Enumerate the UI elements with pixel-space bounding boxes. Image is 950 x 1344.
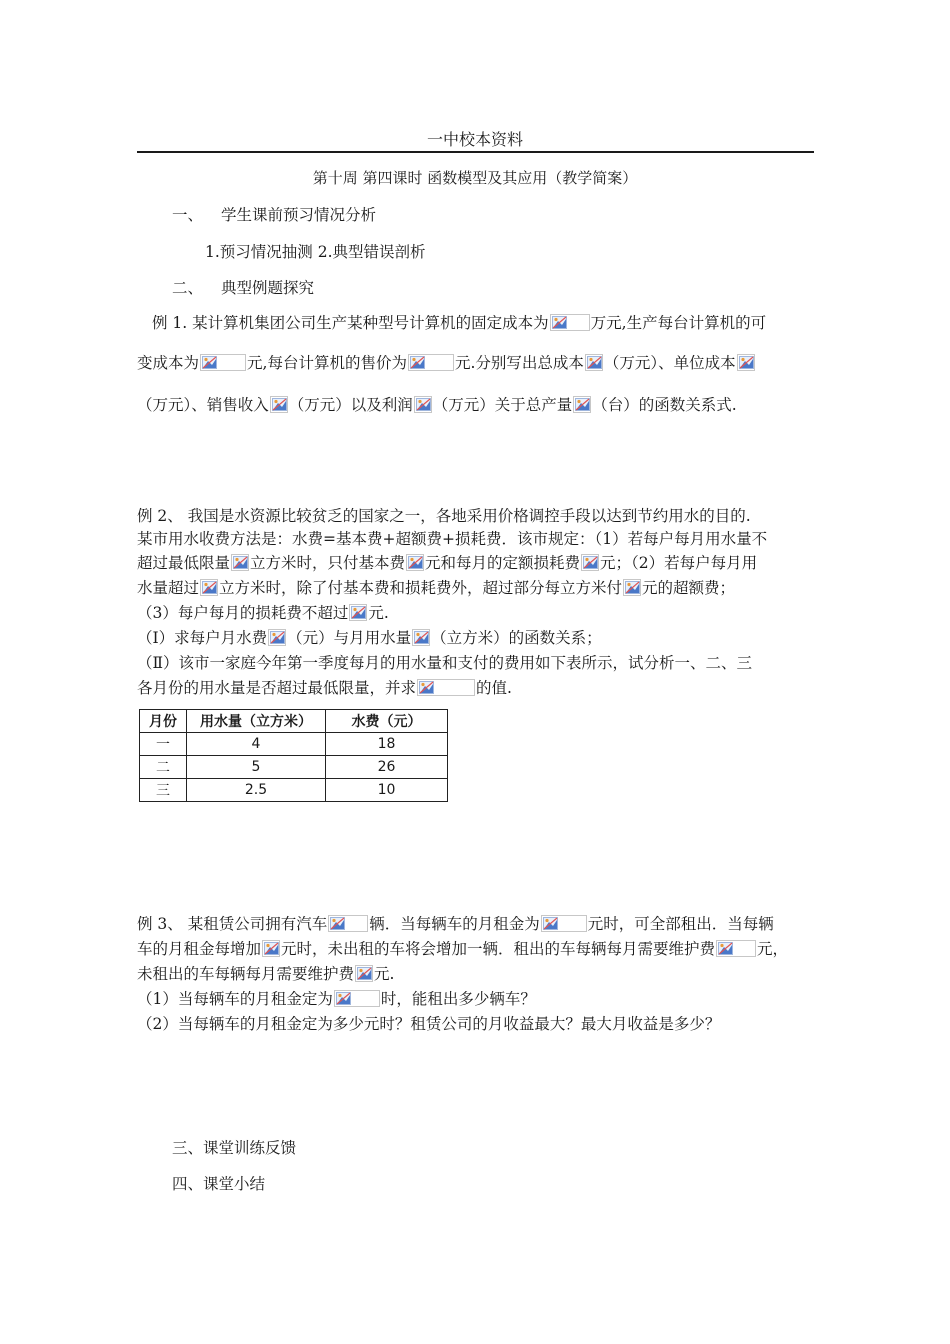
water-usage-table <box>139 709 448 802</box>
table-cell: 10 <box>326 779 448 802</box>
header-title: 一中校本资料 <box>426 130 523 149</box>
formula-image-icon <box>328 915 368 932</box>
table-row <box>140 779 448 802</box>
formula-image-icon <box>623 579 641 596</box>
example-3-line-3: 未租出的车每辆每月需要维护费 元. <box>137 965 395 983</box>
example-1-line-2: 变成本为 元,每台计算机的售价为 元.分别写出总成本 （万元）、单位成本 <box>137 351 756 373</box>
section-1-title: 学生课前预习情况分析 <box>221 206 377 224</box>
section-2-title: 典型例题探究 <box>221 279 315 297</box>
formula-image-icon <box>270 396 288 413</box>
column-header: 水费（元） <box>326 710 448 733</box>
example-3-line-5: （2）当每辆车的月租金定为多少元时？租赁公司的月收益最大？最大月收益是多少？ <box>137 1015 721 1033</box>
formula-image-icon <box>414 396 432 413</box>
example-3-line-2: 车的月租金每增加 元时，未出租的车将会增加一辆．租出的车每辆每月需要维护费 元， <box>137 940 789 958</box>
formula-image-icon <box>417 679 475 696</box>
table-cell: 2.5 <box>187 779 326 802</box>
example-2-line-2: 某市用水收费方法是：水费=基本费+超额费+损耗费．该市规定：（1）若每户每月用水量不 <box>137 530 768 548</box>
formula-image-icon <box>268 629 286 646</box>
section-3-title: 三、课堂训练反馈 <box>172 1139 297 1157</box>
formula-image-icon <box>573 396 591 413</box>
document-title: 第十周 第四课时 函数模型及其应用（教学简案） <box>312 169 638 187</box>
example-2-line-4: 水量超过 立方米时，除了付基本费和损耗费外，超过部分每立方米付 元的超额费； <box>137 579 736 597</box>
example-3-line-1: 例 3、 某租赁公司拥有汽车 辆．当每辆车的月租金为 元时，可全部租出．当每辆 <box>137 915 774 933</box>
column-header: 用水量（立方米） <box>187 710 326 733</box>
table-header-row <box>140 710 448 733</box>
formula-image-icon <box>262 940 280 957</box>
example-2-line-5: （3）每户每月的损耗费不超过 元. <box>137 604 389 622</box>
formula-image-icon <box>716 940 756 957</box>
table-row <box>140 733 448 756</box>
formula-image-icon <box>541 915 587 932</box>
example-1-line-1: 例 1. 某计算机集团公司生产某种型号计算机的固定成本为 万元,生产每台计算机的可 <box>152 314 767 332</box>
example-2-line-8: 各月份的用水量是否超过最低限量，并求 的值. <box>137 679 512 697</box>
example-2-line-7: （Ⅱ）该市一家庭今年第一季度每月的用水量和支付的费用如下表所示，试分析一、二、三 <box>137 654 753 672</box>
section-4-title: 四、课堂小结 <box>172 1175 266 1193</box>
formula-image-icon <box>408 354 454 371</box>
table-cell: 18 <box>326 733 448 756</box>
formula-image-icon <box>355 965 373 982</box>
example-2-line-1: 例 2、 我国是水资源比较贫乏的国家之一，各地采用价格调控手段以达到节约用水的目的. <box>137 507 751 525</box>
formula-image-icon <box>581 554 599 571</box>
formula-image-icon <box>585 354 603 371</box>
formula-image-icon <box>200 579 218 596</box>
table-cell: 一 <box>140 733 187 756</box>
formula-image-icon <box>737 354 755 371</box>
formula-image-icon <box>550 314 590 331</box>
table-cell: 26 <box>326 756 448 779</box>
section-1-number: 一、 <box>172 206 204 224</box>
table-cell: 三 <box>140 779 187 802</box>
table-cell: 4 <box>187 733 326 756</box>
table-cell: 5 <box>187 756 326 779</box>
table-row <box>140 756 448 779</box>
example-1-line-3: （万元）、销售收入 （万元）以及利润 （万元）关于总产量 （台）的函数关系式. <box>137 396 737 414</box>
formula-image-icon <box>412 629 430 646</box>
formula-image-icon <box>349 604 367 621</box>
header-divider <box>137 151 814 153</box>
formula-image-icon <box>200 354 246 371</box>
example-2-line-3: 超过最低限量 立方米时，只付基本费 元和每月的定额损耗费 元；（2）若每户每月用 <box>137 554 758 572</box>
section-1-subtitle: 1.预习情况抽测 2.典型错误剖析 <box>205 243 426 261</box>
table-cell: 二 <box>140 756 187 779</box>
formula-image-icon <box>334 990 380 1007</box>
example-2-line-6: （Ⅰ）求每户月水费 （元）与月用水量 （立方米）的函数关系； <box>137 629 602 647</box>
column-header: 月份 <box>140 710 187 733</box>
section-2-number: 二、 <box>172 279 204 297</box>
formula-image-icon <box>231 554 249 571</box>
example-3-line-4: （1）当每辆车的月租金定为 时，能租出多少辆车？ <box>137 990 536 1008</box>
formula-image-icon <box>406 554 424 571</box>
